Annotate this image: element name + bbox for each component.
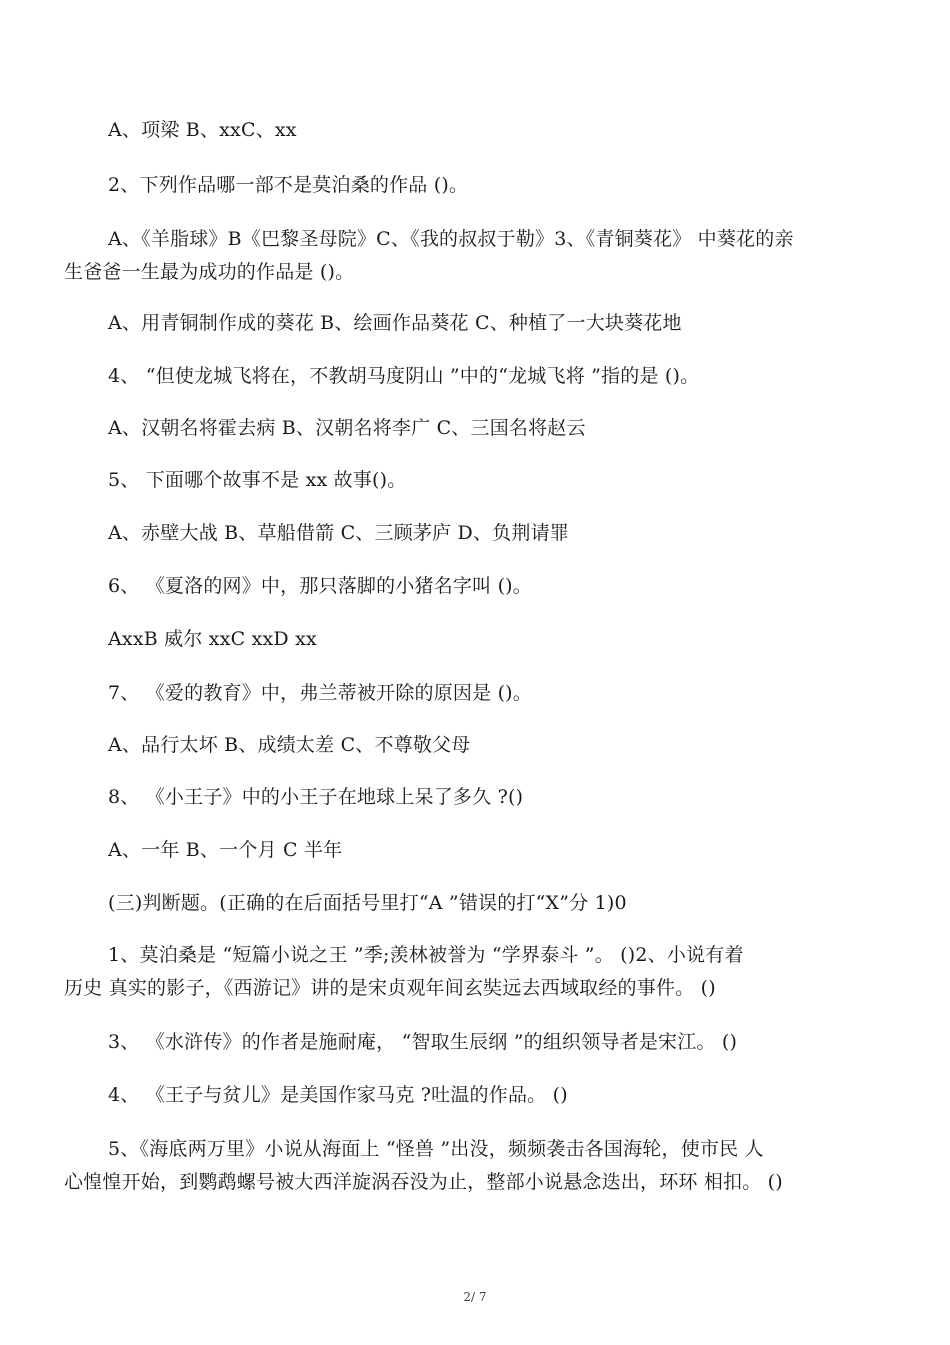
text-line: 2、下列作品哪一部不是莫泊桑的作品 ()。	[108, 174, 469, 196]
text-line: 8、 《小王子》中的小王子在地球上呆了多久 ?()	[108, 786, 524, 808]
text-line: A、《羊脂球》B《巴黎圣母院》C、《我的叔叔于勒》3、《青铜葵花》 中葵花的亲	[108, 228, 794, 250]
text-line: A、用青铜制作成的葵花 B、绘画作品葵花 C、种植了一大块葵花地	[108, 312, 682, 334]
text-line: 3、 《水浒传》的作者是施耐庵， “智取生辰纲 ”的组织领导者是宋江。 ()	[108, 1031, 738, 1053]
text-line: 1、莫泊桑是 “短篇小说之王 ”季;羡林被誉为 “学界泰斗 ”。 ()2、小说有着	[108, 944, 744, 966]
text-line: AxxB 威尔 xxC xxD xx	[108, 628, 317, 650]
page-number: 2/ 7	[463, 1290, 487, 1304]
text-line: 4、 “但使龙城飞将在，不教胡马度阴山 ”中的“龙城飞将 ”指的是 ()。	[108, 365, 700, 387]
text-line: 5、 下面哪个故事不是 xx 故事()。	[108, 469, 407, 491]
text-line: 历史 真实的影子，《西游记》讲的是宋贞观年间玄奘远去西域取经的事件。 ()	[64, 977, 716, 999]
text-line: A、赤壁大战 B、草船借箭 C、三顾茅庐 D、负荆请罪	[108, 522, 569, 544]
text-line: 心惶惶开始，到鹦鹉螺号被大西洋旋涡吞没为止，整部小说悬念迭出，环环 相扣。 ()	[64, 1171, 783, 1193]
text-line: 5、《海底两万里》小说从海面上 “怪兽 ”出没，频频袭击各国海轮，使市民 人	[108, 1138, 764, 1160]
text-line: 6、 《夏洛的网》中，那只落脚的小猪名字叫 ()。	[108, 575, 532, 597]
text-line: A、一年 B、一个月 C 半年	[108, 839, 343, 861]
text-line: 4、 《王子与贫儿》是美国作家马克 ?吐温的作品。 ()	[108, 1084, 568, 1106]
text-line: 生爸爸一生最为成功的作品是 ()。	[64, 261, 355, 283]
text-line: A、项梁 B、xxC、xx	[108, 119, 297, 141]
section-heading: (三)判断题。(正确的在后面括号里打“A ”错误的打“X”分 1)0	[108, 892, 627, 914]
text-line: 7、 《爱的教育》中，弗兰蒂被开除的原因是 ()。	[108, 682, 532, 704]
text-line: A、汉朝名将霍去病 B、汉朝名将李广 C、三国名将赵云	[108, 417, 586, 439]
text-line: A、品行太坏 B、成绩太差 C、不尊敬父母	[108, 734, 471, 756]
